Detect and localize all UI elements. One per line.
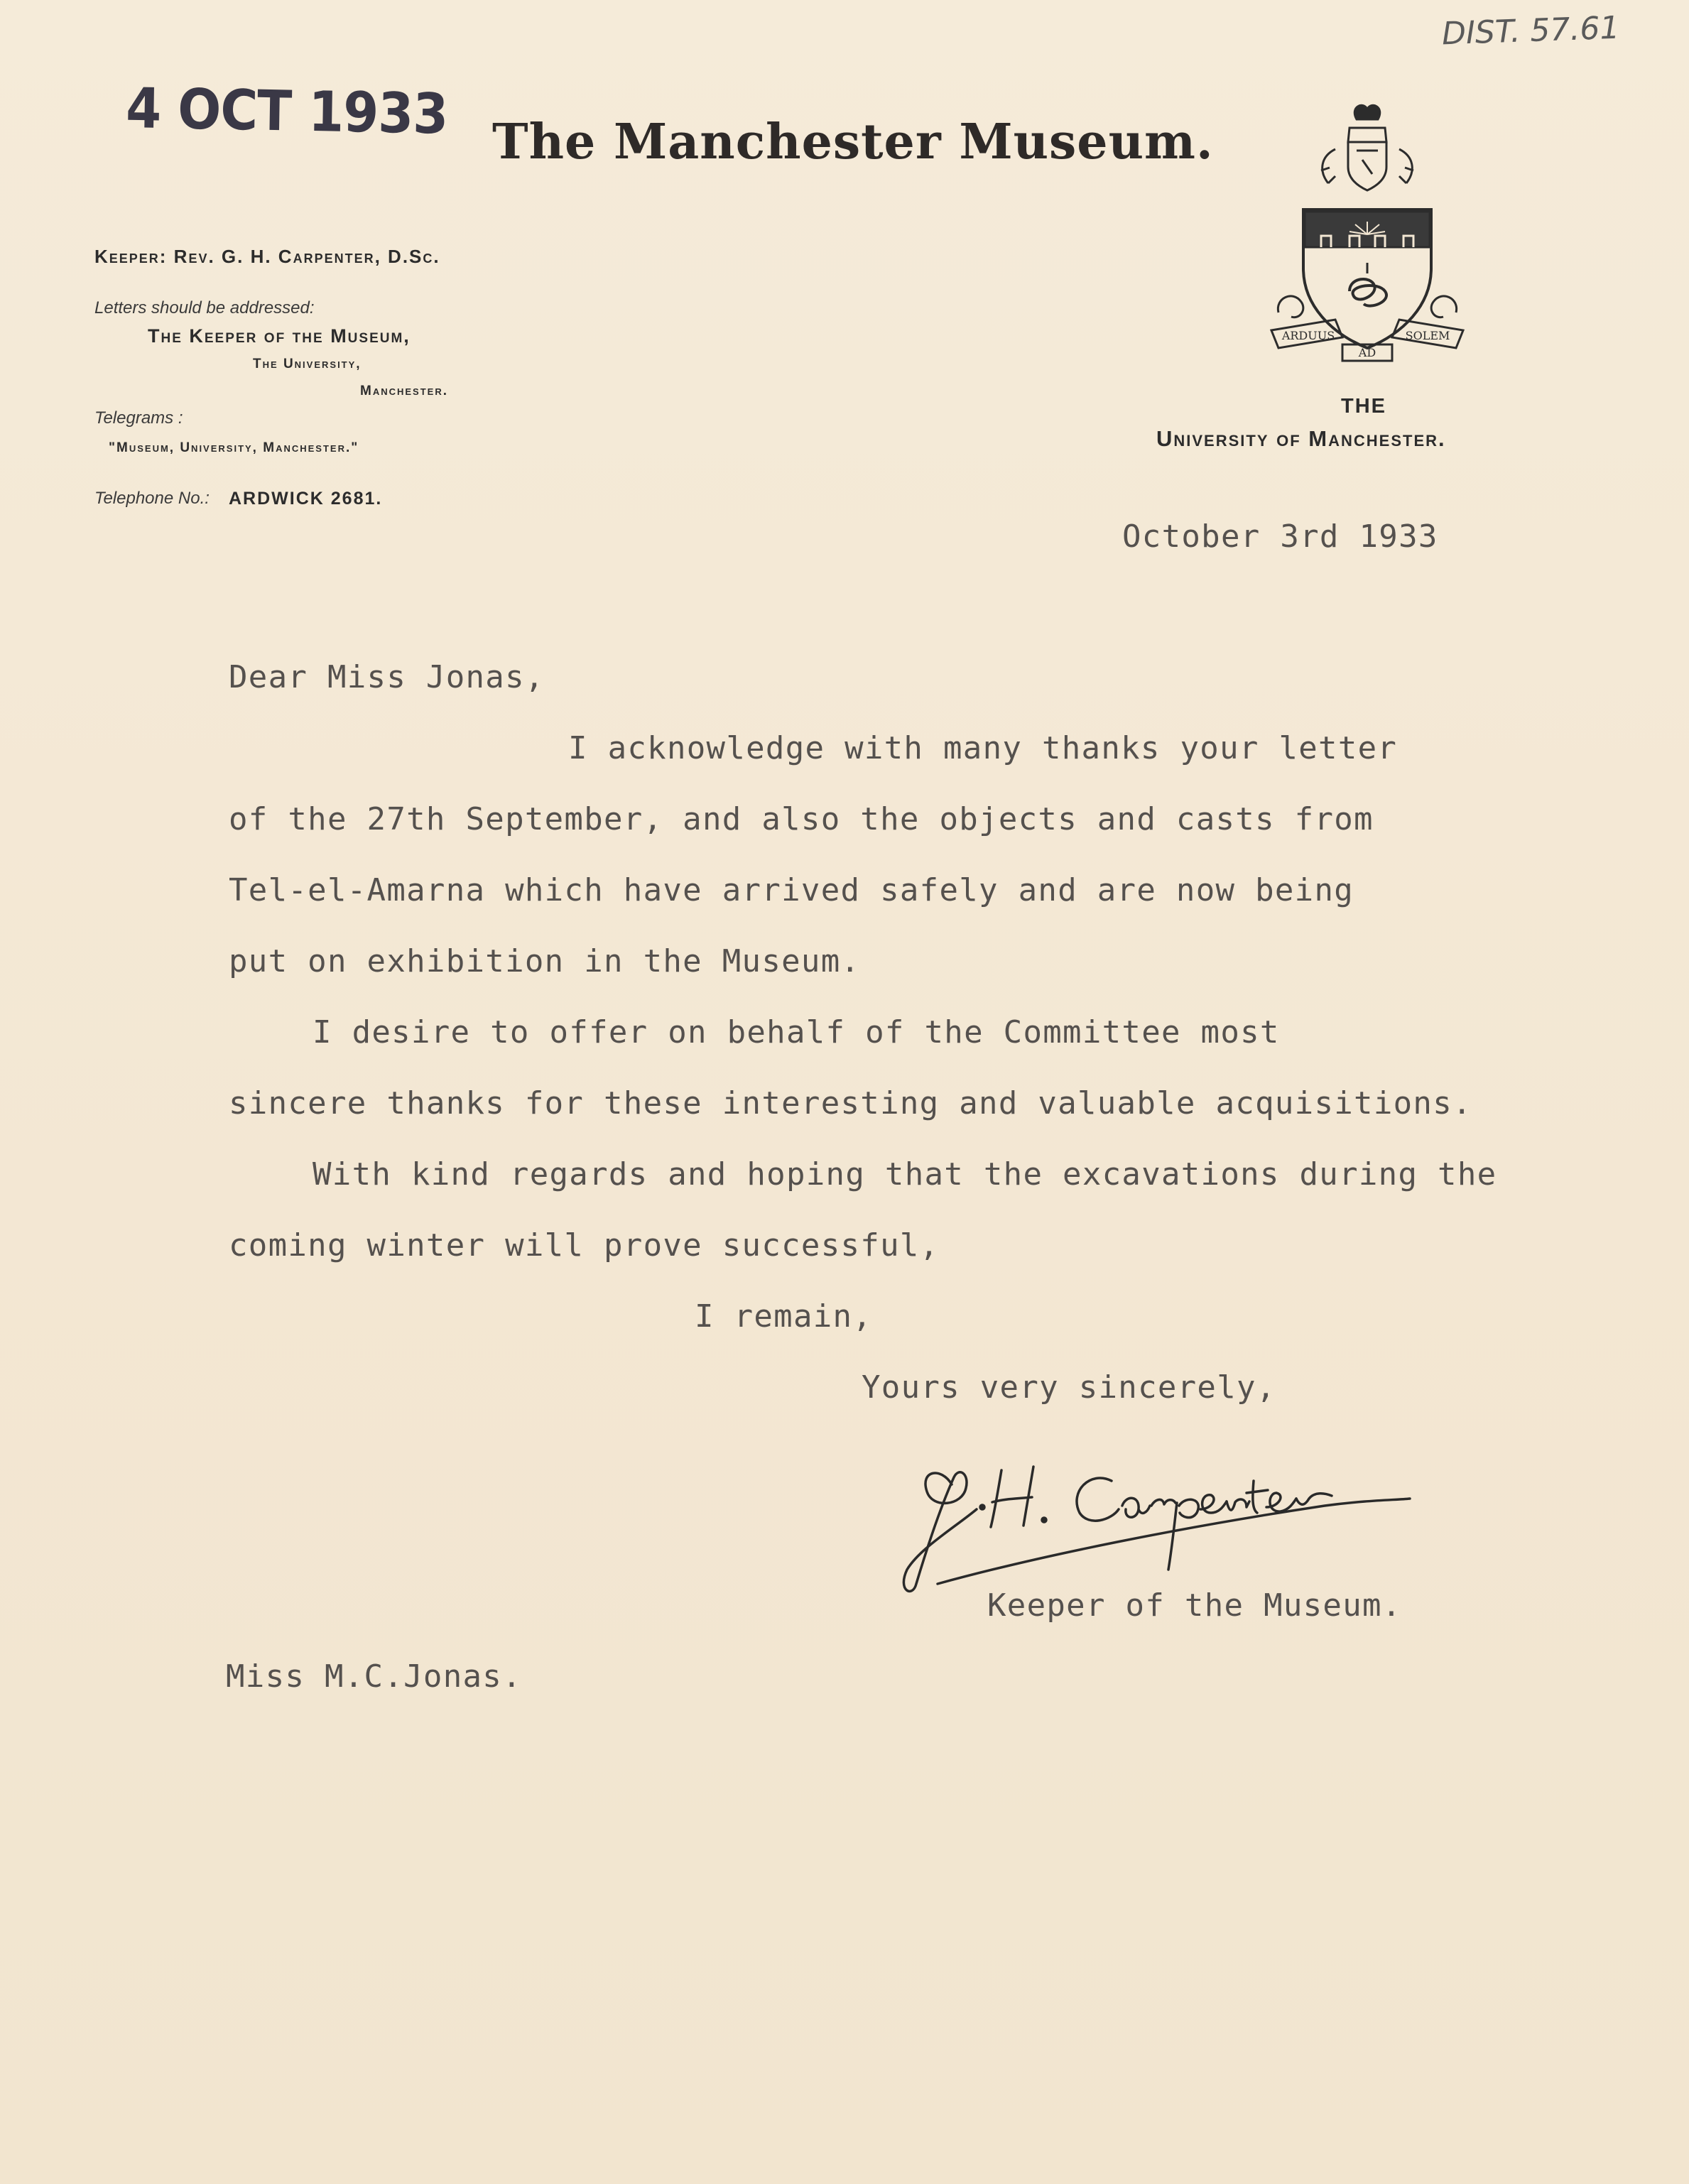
body-line: of the 27th September, and also the objects and casts from <box>229 801 1374 837</box>
crest-motto-left: ARDUUS <box>1281 329 1335 342</box>
letterhead-title: The Manchester Museum. <box>492 114 1214 170</box>
university-line-2: University of Manchester. <box>1156 426 1446 451</box>
closing-sincerely: Yours very sincerely, <box>862 1369 1276 1406</box>
university-crest-icon <box>1250 99 1484 376</box>
signatory-title: Keeper of the Museum. <box>987 1587 1402 1624</box>
closing-remain: I remain, <box>695 1298 873 1335</box>
salutation: Dear Miss Jonas, <box>229 659 545 695</box>
letterhead-telephone-value: ARDWICK 2681. <box>229 489 383 509</box>
body-line: put on exhibition in the Museum. <box>229 943 861 979</box>
received-date-stamp: 4 OCT 1933 <box>125 77 448 147</box>
university-line-1: THE <box>1341 395 1386 418</box>
crest-motto-right: SOLEM <box>1405 329 1450 342</box>
body-line: I desire to offer on behalf of the Committee most <box>313 1014 1280 1050</box>
letterhead-address-note: Letters should be addressed: <box>94 298 315 317</box>
crest-motto-center: AD <box>1358 346 1376 359</box>
letterhead-telegrams-label: Telegrams : <box>94 408 183 428</box>
letterhead-telegrams-value: "Museum, University, Manchester." <box>109 440 359 455</box>
accession-number: DIST. 57.61 <box>1441 9 1621 53</box>
body-line: I acknowledge with many thanks your letter <box>568 730 1398 766</box>
recipient-name: Miss M.C.Jonas. <box>226 1658 522 1695</box>
letterhead-telephone-label: Telephone No.: <box>94 489 210 508</box>
letterhead-address-line-1: The Keeper of the Museum, <box>148 325 411 347</box>
body-line: coming winter will prove successful, <box>229 1227 940 1264</box>
letterhead-address-line-3: Manchester. <box>360 384 449 398</box>
letterhead-keeper: Keeper: Rev. G. H. Carpenter, D.Sc. <box>94 246 440 267</box>
letterhead-address-line-2: The University, <box>253 357 362 371</box>
body-line: Tel-el-Amarna which have arrived safely and are now being <box>229 872 1354 908</box>
letter-date: October 3rd 1933 <box>1122 518 1438 555</box>
handwritten-signature <box>898 1442 1467 1605</box>
body-line: sincere thanks for these interesting and valuable acquisitions. <box>229 1085 1472 1121</box>
body-line: With kind regards and hoping that the excavations during the <box>313 1156 1497 1192</box>
